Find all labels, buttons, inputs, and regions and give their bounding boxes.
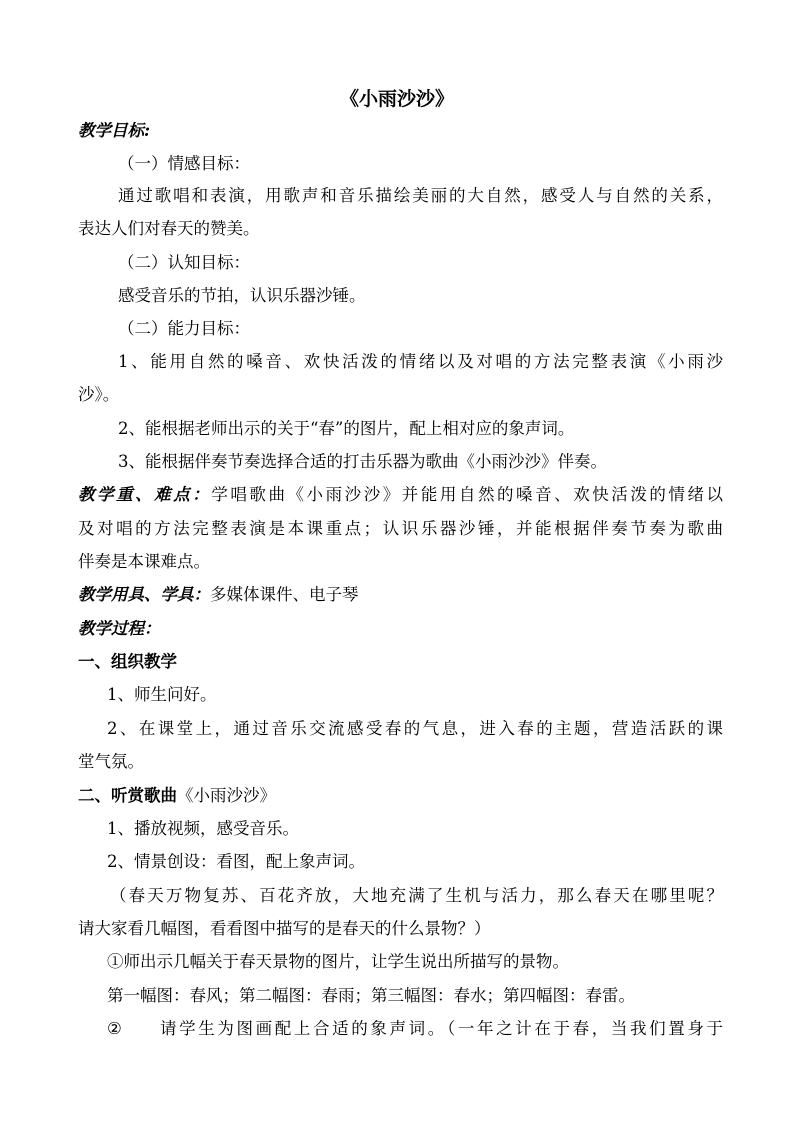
section-2-step-1: ①师出示几幅关于春天景物的图片，让学生说出所描写的景物。: [107, 952, 569, 971]
emotion-text-line-2: 表达人们对春天的赞美。: [78, 219, 260, 238]
section-2-note-line-2: 请大家看几幅图，看看图中描写的是春天的什么景物？）: [78, 919, 491, 938]
emotion-text-line-1: 通过歌唱和表演，用歌声和音乐描绘美丽的大自然，感受人与自然的关系，: [118, 186, 723, 205]
ability-heading: （二）能力目标：: [118, 319, 250, 338]
section-1-item-2-line-2: 堂气氛。: [78, 752, 144, 771]
section-2-heading-title: 《小雨沙沙》: [177, 786, 276, 805]
section-1-item-2-line-1: 2、在课堂上，通过音乐交流感受春的气息，进入春的主题，营造活跃的课: [107, 719, 723, 738]
document-title: 《小雨沙沙》: [339, 88, 454, 110]
section-2-pictures: 第一幅图：春风；第二幅图：春雨；第三幅图：春水；第四幅图：春雷。: [107, 986, 635, 1005]
key-points-line-2: 及对唱的方法完整表演是本课重点；认识乐器沙锤，并能根据伴奏节奏为歌曲: [78, 519, 723, 538]
ability-item-2: 2、能根据老师出示的关于“春”的图片，配上相对应的象声词。: [118, 419, 575, 438]
section-2-item-1: 1、播放视频，感受音乐。: [107, 819, 299, 838]
section-1-item-1: 1、师生问好。: [107, 685, 217, 704]
section-2-heading-bold: 二、听赏歌曲: [78, 786, 177, 805]
section-2-item-2: 2、情景创设：看图，配上象声词。: [107, 852, 365, 871]
key-points-line-1: [78, 484, 723, 506]
key-points-text-1: 学唱歌曲《小雨沙沙》并能用自然的嗓音、欢快活泼的情绪以: [211, 485, 724, 504]
ability-item-3: 3、能根据伴奏节奏选择合适的打击乐器为歌曲《小雨沙沙》伴奏。: [118, 452, 607, 471]
ability-item-1-line-2: 沙》。: [78, 385, 120, 404]
section-2-step-2-text: 请学生为图画配上合适的象声词。（一年之计在于春，当我们置身于: [160, 1019, 723, 1038]
process-label: 教学过程：: [78, 619, 161, 638]
tools-line: [78, 584, 723, 606]
tools-text: 多媒体课件、电子琴: [210, 585, 359, 604]
emotion-heading: （一）情感目标：: [118, 154, 250, 173]
tools-label: 教学用具、学具：: [78, 585, 210, 604]
section-1-heading: 一、组织教学: [78, 652, 177, 671]
key-points-label: 教学重、难点：: [78, 485, 212, 504]
ability-item-1-line-1: 1、能用自然的嗓音、欢快活泼的情绪以及对唱的方法完整表演《小雨沙: [118, 352, 723, 371]
key-points-line-3: 伴奏是本课难点。: [78, 552, 210, 571]
cognition-text: 感受音乐的节拍，认识乐器沙锤。: [118, 286, 366, 305]
section-2-step-2-number: ②: [107, 1019, 122, 1038]
cognition-heading: （二）认知目标：: [118, 253, 250, 272]
objectives-label: 教学目标:: [78, 121, 151, 140]
section-2-heading: [78, 785, 723, 807]
section-2-note-line-1: （春天万物复苏、百花齐放，大地充满了生机与活力，那么春天在哪里呢？: [110, 886, 723, 905]
